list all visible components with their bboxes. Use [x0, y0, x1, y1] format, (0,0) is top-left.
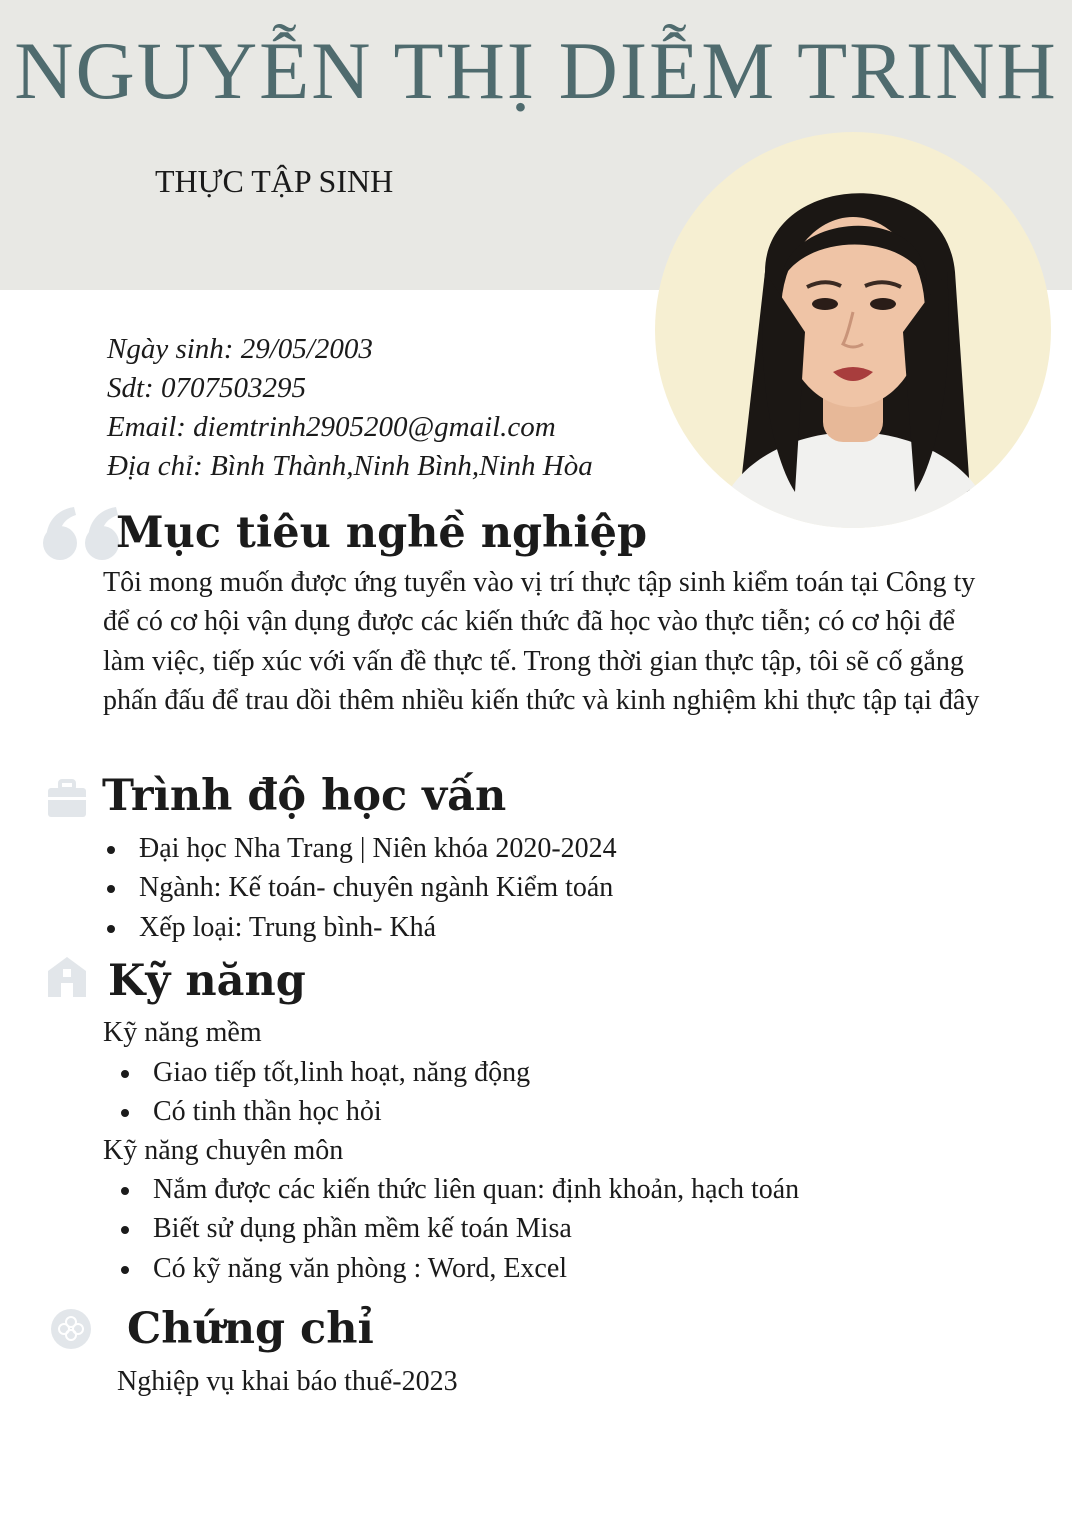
list-item: Giao tiếp tốt,linh hoạt, năng động — [119, 1053, 530, 1092]
education-title: Trình độ học vấn — [102, 771, 507, 821]
portrait-illustration — [655, 132, 1051, 528]
list-item: Đại học Nha Trang | Niên khóa 2020-2024 — [105, 829, 617, 868]
birth-date: Ngày sinh: 29/05/2003 — [107, 333, 373, 365]
contact-info — [107, 330, 593, 486]
pro-skills-label: Kỹ năng chuyên môn — [103, 1135, 344, 1166]
objective-title: Mục tiêu nghề nghiệp — [116, 508, 648, 558]
profile-photo — [655, 132, 1051, 528]
phone-number: Sdt: 0707503295 — [107, 372, 306, 404]
list-item: Nắm được các kiến thức liên quan: định khoản, hạch toán — [119, 1170, 799, 1209]
soft-skills-label: Kỹ năng mềm — [103, 1017, 262, 1048]
building-icon — [46, 955, 88, 999]
list-item: Có tinh thần học hỏi — [119, 1092, 530, 1131]
certificates-title: Chứng chỉ — [127, 1304, 374, 1354]
list-item: Có kỹ năng văn phòng : Word, Excel — [119, 1249, 799, 1288]
email-address: Email: diemtrinh2905200@gmail.com — [107, 411, 556, 443]
list-item: Biết sử dụng phần mềm kế toán Misa — [119, 1209, 799, 1248]
skills-title: Kỹ năng — [108, 956, 306, 1006]
soft-skills-list — [119, 1053, 530, 1132]
job-title: THỰC TẬP SINH — [155, 163, 394, 199]
briefcase-icon — [46, 777, 88, 819]
candidate-name: NGUYỄN THỊ DIỄM TRINH — [14, 25, 1058, 116]
objective-text: Tôi mong muốn được ứng tuyển vào vị trí thực tập sinh kiểm toán tại Công ty để có cơ hội vận dụng được các kiến thức đã học vào thực tiễn; có cơ hội để làm việc, tiếp xúc với vấn đề thực tế. Trong thời gian thực tập, tôi sẽ cố gắng phấn đấu để trau dồi thêm nhiều kiến thức và kinh nghiệm khi thực tập tại đây — [103, 567, 980, 716]
list-item: Ngành: Kế toán- chuyên ngành Kiểm toán — [105, 868, 617, 907]
flower-icon — [50, 1308, 92, 1350]
list-item: Xếp loại: Trung bình- Khá — [105, 908, 617, 947]
pro-skills-list — [119, 1170, 799, 1288]
education-list — [105, 829, 617, 947]
quote-icon — [42, 505, 126, 563]
certificate-item: Nghiệp vụ khai báo thuế-2023 — [117, 1366, 458, 1397]
home-address: Địa chỉ: Bình Thành,Ninh Bình,Ninh Hòa — [107, 450, 593, 482]
